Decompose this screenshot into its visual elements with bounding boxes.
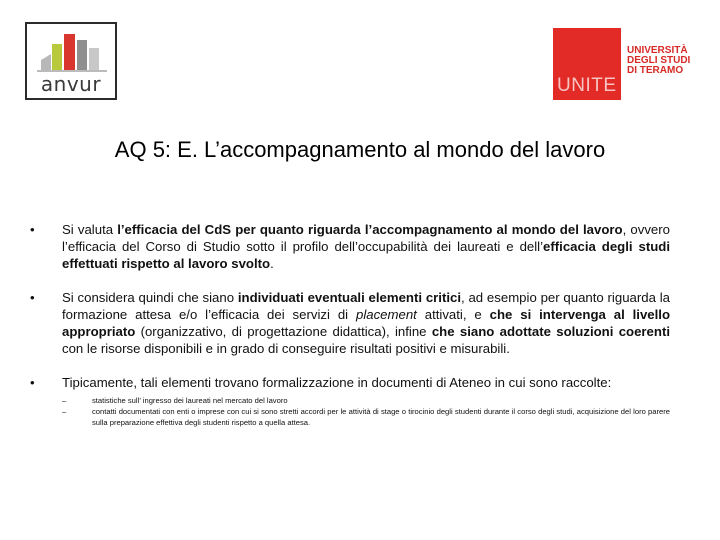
sub-list-item <box>62 395 670 406</box>
bullet-item-3 <box>30 374 670 428</box>
bullet-2-text-2: , ad esempio per quanto riguarda la formazione attesa e/o l’efficacia dei servizi di <box>62 290 670 322</box>
bullet-2-italic: placement <box>355 307 417 322</box>
anvur-bars-graphic <box>37 30 107 72</box>
unite-line-2: DEGLI STUDI <box>627 55 691 66</box>
bullet-1-bold-1: l’efficacia del CdS per quanto riguarda l’accompagnamento al mondo del lavoro <box>117 222 623 237</box>
unite-logo-box <box>553 28 621 100</box>
bullet-dot-icon: • <box>30 290 35 305</box>
bullet-2-text-3: attivati, e <box>416 307 490 322</box>
sub-item-2-text: contatti documentati con enti o imprese con cui si sono stretti accordi per le attività di stage o tirocinio degli studenti durante il corso degli studi, acquisizione del loro parere sulla preparazione effettiva degli studenti rispetto a quella attesa. <box>92 407 670 427</box>
dash-icon: – <box>62 396 67 405</box>
unite-logo-text: UNITE <box>557 75 617 96</box>
dash-icon: – <box>62 407 67 416</box>
anvur-logo <box>25 22 117 100</box>
anvur-logo-text: anvur <box>40 72 102 96</box>
bullet-1-text-2: , ovvero l’efficacia del Corso di Studio sotto il profilo dell’occupabilità dei laureati e dell’ <box>62 222 670 254</box>
bullet-2-text-4: (organizzativo, di progettazione didattica), infine <box>135 324 432 339</box>
bullet-2-bold-3: che siano adottate soluzioni coerenti <box>431 324 671 339</box>
bullet-3-text: Tipicamente, tali elementi trovano formalizzazione in documenti di Ateneo in cui sono raccolte: <box>62 375 612 390</box>
page-title: AQ 5: E. L’accompagnamento al mondo del lavoro <box>114 137 606 162</box>
bullet-dot-icon: • <box>30 222 35 237</box>
sub-list <box>62 395 670 428</box>
content-body <box>30 221 670 445</box>
sub-item-1-text: statistiche sull’ ingresso dei laureati nel mercato del lavoro <box>92 396 288 405</box>
bullet-item-1 <box>30 221 670 272</box>
unite-line-3: DI TERAMO <box>627 65 684 76</box>
bullet-2-text: Si considera quindi che siano <box>62 290 238 305</box>
unite-logo-lines <box>627 46 690 76</box>
bullet-item-2 <box>30 289 670 357</box>
sub-list-item <box>62 406 670 428</box>
unite-line-1: UNIVERSITÀ <box>627 45 688 56</box>
bullet-2-bold-2: che si intervenga al livello appropriato <box>62 307 671 339</box>
bullet-2-bold-1: individuati eventuali elementi critici <box>237 290 462 305</box>
bullet-dot-icon: • <box>30 375 35 390</box>
bullet-1-bold-2: efficacia degli studi effettuati rispetto al lavoro svolto <box>62 239 670 271</box>
bullet-1-text-3: . <box>270 256 274 271</box>
bullet-1-text: Si valuta <box>62 222 118 237</box>
bullet-2-text-5: con le risorse disponibili e in grado di conseguire risultati positivi e misurabili. <box>62 341 510 356</box>
unite-logo <box>553 28 698 100</box>
